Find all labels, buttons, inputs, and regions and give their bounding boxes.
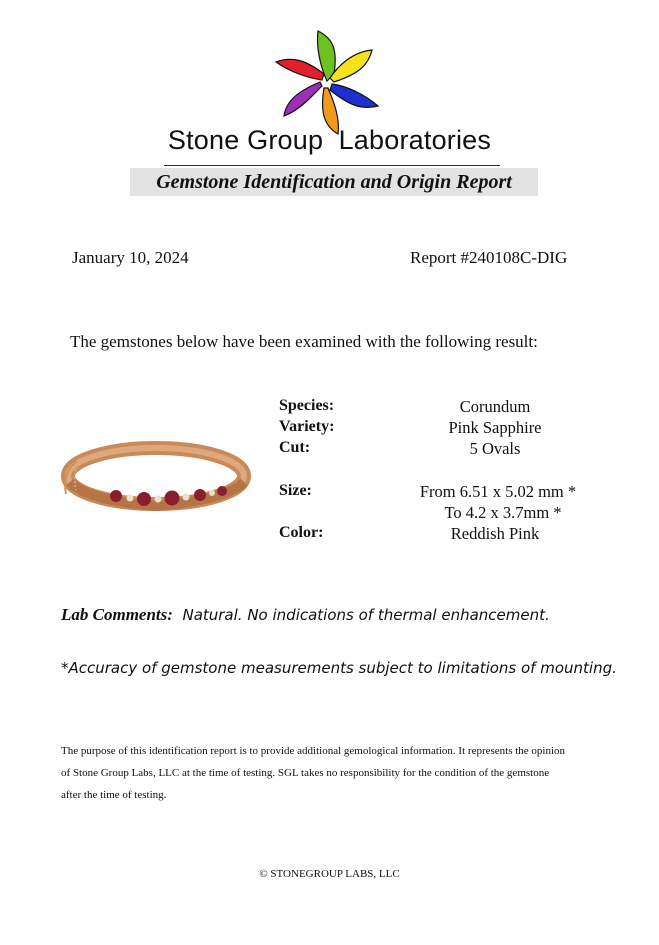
title-divider [164,165,500,166]
intro-text: The gemstones below have been examined with the following result: [70,332,538,351]
logo-petal-red [276,59,324,80]
accuracy-note: *Accuracy of gemstone measurements subject to limitations of mounting. [61,659,617,677]
cut-value: 5 Ovals [469,439,521,458]
lab-name: Stone Group Laboratories [167,125,492,155]
size-label: Size: [279,482,312,499]
copyright: © STONEGROUP LABS, LLC [259,868,400,880]
lab-comments-label: Lab Comments: [61,605,173,624]
logo-petal-purple [284,82,322,116]
color-label: Color: [279,524,324,541]
disclaimer-line: after the time of testing. [61,789,167,801]
disclaimer [61,740,621,806]
variety-label: Variety: [279,418,335,435]
disclaimer-line: of Stone Group Labs, LLC at the time of testing. SGL takes no responsibility for the condition of the gemstone [61,767,550,779]
logo-petal-yellow [330,50,372,82]
disclaimer-line: The purpose of this identification report is to provide additional gemological information. It represents the opinion [61,745,566,757]
lab-logo-icon [272,26,382,136]
report-number: Report #240108C-DIG [410,248,568,267]
species-label: Species: [279,397,335,414]
bangle-image [56,402,252,542]
color-value: Reddish Pink [450,524,540,543]
lab-comments [61,605,550,625]
size-value-from: From 6.51 x 5.02 mm * [419,482,577,501]
variety-value: Pink Sapphire [448,418,542,437]
cut-label: Cut: [279,439,311,456]
report-date: January 10, 2024 [72,248,189,267]
logo-petal-blue [330,84,378,107]
species-value: Corundum [459,397,531,416]
size-value-to: To 4.2 x 3.7mm * [444,503,562,522]
lab-comments-text: Natural. No indications of thermal enhancement. [182,606,550,624]
report-title: Gemstone Identification and Origin Report [130,168,538,196]
